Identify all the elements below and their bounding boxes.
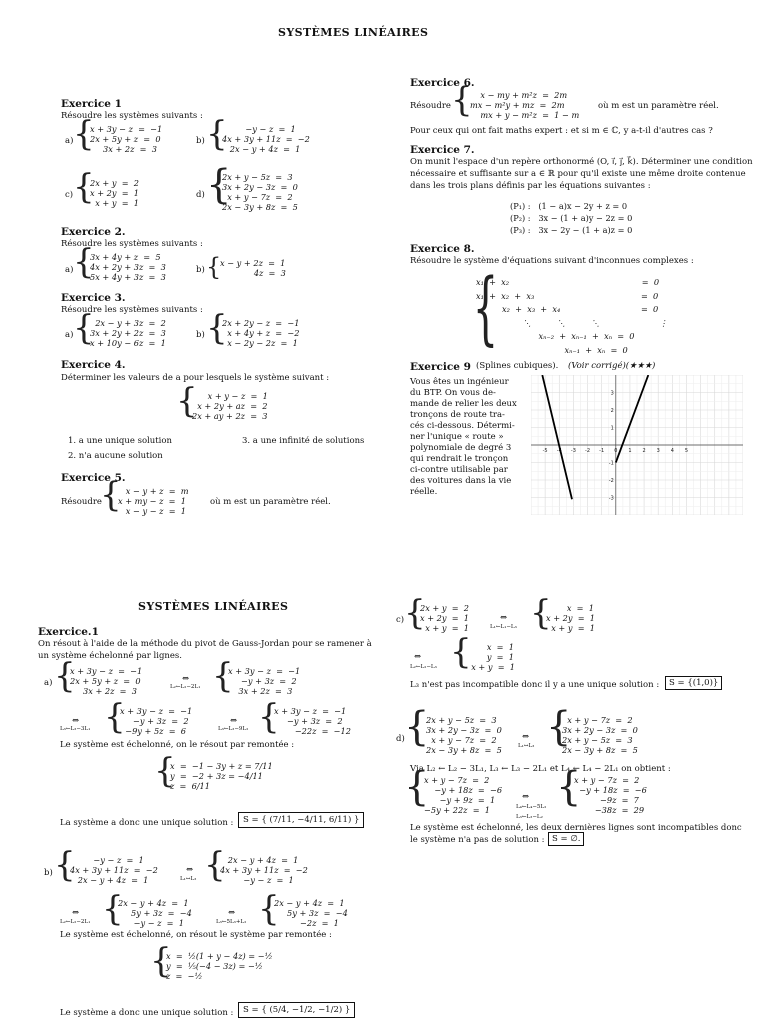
ex5-pre: Résoudre [61,497,102,507]
sol-a-op-2: L₃←L₃−3L₁ [60,726,91,732]
brace: { [54,656,76,696]
sol-a-op-1: L₂←L₂−2L₁ [170,684,201,690]
ex4-option-2: 2. n'a aucune solution [68,451,163,461]
sol-c-step-2: x = 1 x + 2y = 1 x + y = 1 [546,603,595,633]
y-tick-label: -1 [608,460,614,467]
ex1-b-label: b) [196,136,205,146]
x-tick-label: 0 [614,448,618,454]
sol-d-text-2: le système n'a pas de solution : [410,835,545,845]
ex1-c-system: 2x + y = 2 x + 2y = 1 x + y = 1 [90,178,139,208]
ex9-line: ci-contre utilisable par [410,465,508,475]
sol-b-solution: x = ½(1 + y − 4z) = −½ y = ⅕(−4 − 3z) = −½ z = −½ [166,951,273,981]
brace: { [73,308,95,348]
equiv-icon: ⇔ [522,732,530,742]
sol-c-conclusion: L₃ n'est pas incompatible donc il y a une unique solution : [410,680,660,690]
ex9-note: (Voir corrigé)(★★★) [568,361,656,371]
sol-b-conclusion: Le système a donc une unique solution : [60,1008,234,1018]
ex1-a-system: x + 3y − z = −1 2x + 5y + z = 0 3x + 2z = 3 [90,124,163,154]
brace: { [204,845,226,885]
sol-b-step-3: 2x − y + 4z = 1 5y + 3z = −4 −y − z = 1 [118,898,192,928]
solutions-intro-1: On résout à l'aide de la méthode du pivot de Gauss-Jordan pour se ramener à [38,639,372,649]
ex3-a-label: a) [65,330,74,340]
brace: { [404,593,426,633]
sol-b-op-3: L₃←5L₃+L₂ [216,919,247,925]
sol-a-text: Le système est échelonné, on le résout par remontée : [60,740,295,750]
sol-d-step-1: 2x + y − 5z = 3 3x + 2y − 3z = 0 x + y − 7z = 2 2x − 3y + 8z = 5 [426,715,502,755]
x-tick-label: 4 [670,448,674,454]
brace: { [206,162,232,208]
x-tick-label: -5 [542,448,548,454]
equiv-icon: ⇔ [522,792,530,802]
ex5-heading: Exercice 5. [61,472,126,484]
brace: { [530,593,552,633]
brace: { [450,632,472,672]
sol-d-via: Via L₂ ← L₂ − 3L₁, L₃ ← L₃ − 2L₁ et L₄ ← L₄ − 2L₁ on obtient : [410,764,671,774]
ex9-line: du BTP. On vous de- [410,388,496,398]
x-tick-label: 3 [656,448,660,454]
equiv-icon: ⇔ [72,908,80,918]
page-title: SYSTÈMES LINÉAIRES [278,26,429,39]
ex1-c-label: c) [65,190,74,200]
ex1-b-system: −y − z = 1 4x + 3y + 11z = −2 2x − y + 4z = 1 [222,124,310,154]
sol-b-label: b) [44,868,53,878]
sol-a-step-4: x + 3y − z = −1 −y + 3z = 2 −22z = −12 [274,706,351,736]
brace: { [100,475,122,515]
ex9-line: réelle. [410,487,438,497]
ex2-a-system: 3x + 4y + z = 5 4x + 2y + 3z = 3 5x + 4y + 3z = 3 [90,252,166,282]
sol-a-op-3: L₃←L₃−9L₂ [218,726,249,732]
equiv-icon: ⇔ [182,674,190,684]
equiv-icon: ⇔ [414,652,422,662]
sol-a-label: a) [44,678,53,688]
ex1-heading: Exercice 1 [61,98,122,110]
ex9-line: cés ci-dessous. Détermi- [410,421,515,431]
sol-a-answer-box: S = { (7/11, −4/11, 6/11) } [238,812,364,828]
brace: { [451,80,473,120]
brace: { [206,308,228,348]
brace: { [73,242,95,282]
sol-d-step-2: x + y − 7z = 2 3x + 2y − 3z = 0 2x + y − 5z = 3 2x − 3y + 8z = 5 [562,715,638,755]
ex2-b-label: b) [196,265,205,275]
sol-c-step-3: x = 1 y = 1 x + y = 1 [471,642,515,672]
ex2-b-system: x − y + 2z = 1 4z = 3 [220,258,286,278]
sol-c-step-1: 2x + y = 2 x + 2y = 1 x + y = 1 [420,603,469,633]
ex2-heading: Exercice 2. [61,226,126,238]
sol-c-answer-box: S = {(1,0)} [665,676,722,690]
equiv-icon: ⇔ [186,865,194,875]
brace: { [73,167,95,207]
sol-a-solution: x = −1 − 3y + z = 7/11 y = −2 + 3z = −4/11 z = 6/11 [170,761,273,791]
sol-d-label: d) [396,734,405,744]
brace: { [54,845,76,885]
brace: { [150,941,172,981]
brace: { [206,114,228,154]
ex4-system: x + y − z = 1 x + 2y + az = 2 2x + ay + 2z = 3 [192,391,268,421]
sol-a-step-3: x + 3y − z = −1 −y + 3z = 2 −9y + 5z = 6 [120,706,193,736]
ex9-line: polynomiale de degré 3 [410,443,512,453]
ex4-intro: Déterminer les valeurs de a pour lesquels le système suivant : [61,373,330,383]
ex1-a-label: a) [65,136,74,146]
equiv-icon: ⇔ [228,908,236,918]
sol-a-step-2: x + 3y − z = −1 −y + 3z = 2 3x + 2z = 3 [228,666,301,696]
sol-b-step-4: 2x − y + 4z = 1 5y + 3z = −4 −2z = 1 [274,898,348,928]
ex7-heading: Exercice 7. [410,144,475,156]
brace: { [154,751,176,791]
ex4-heading: Exercice 4. [61,359,126,371]
ex7-plane-1: (P₁) : (1 − a)x − 2y + z = 0 [510,201,628,211]
x-tick-label: -1 [599,448,605,454]
brace: { [73,114,95,154]
ex9-text [410,377,517,498]
y-tick-label: 1 [610,425,614,432]
ex9-heading: Exercice 9 [410,361,471,373]
sol-b-step-2: 2x − y + 4z = 1 4x + 3y + 11z = −2 −y − z = 1 [220,855,308,885]
equiv-icon: ⇔ [72,716,80,726]
ex4-option-3: 3. a une infinité de solutions [242,436,365,446]
brace: { [404,764,430,810]
sol-d-step-3: x + y − 7z = 2 −y + 18z = −6 −y + 9z = 1 −5y + 22z = 1 [424,775,503,815]
brace: { [102,889,124,929]
ex7-line-3: dans les trois plans définis par les équations suivantes : [410,181,651,191]
sol-a-step-1: x + 3y − z = −1 2x + 5y + z = 0 3x + 2z = 3 [70,666,143,696]
sol-b-step-1: −y − z = 1 4x + 3y + 11z = −2 2x − y + 4z = 1 [70,855,158,885]
brace: { [206,253,222,281]
y-tick-label: -3 [608,495,614,502]
ex9-line: Vous êtes un ingénieur [410,377,509,387]
ex1-d-system: 2x + y − 5z = 3 3x + 2y − 3z = 0 x + y − 7z = 2 2x − 3y + 8z = 5 [222,172,298,212]
brace: { [212,656,234,696]
sol-d-answer-box: S = ∅. [548,832,584,846]
solution-sheet [0,512,768,1024]
ex9-line: des voitures dans la vie [410,476,512,486]
y-tick-label: -2 [608,478,614,484]
ex3-heading: Exercice 3. [61,292,126,304]
ex8-heading: Exercice 8. [410,243,475,255]
ex6-extra: Pour ceux qui ont fait maths expert : et si m ∈ ℂ, y a-t-il d'autres cas ? [410,126,713,136]
sol-b-op-1: L₁↔L₃ [180,876,197,882]
equiv-icon: ⇔ [500,613,508,623]
ex3-b-label: b) [196,330,205,340]
sol-d-op-2: L₄←L₄−5L₂ L₃←L₃−L₂ [516,804,547,820]
x-tick-label: -3 [570,448,576,454]
spline-graph [531,375,743,515]
x-tick-label: -2 [585,448,591,454]
brace: { [258,697,280,737]
sol-a-conclusion: La système a donc une unique solution : [60,818,234,828]
brace: { [104,697,126,737]
ex3-b-system: 2x + 2y − z = −1 x + 4y + z = −2 x − 2y − 2z = 1 [222,318,300,348]
brace: { [176,381,198,421]
ex8-intro: Résoudre le système d'équations suivant d'inconnues complexes : [410,256,694,266]
x-tick-label: -4 [556,448,562,454]
sol-c-label: c) [396,615,405,625]
equiv-icon: ⇔ [230,716,238,726]
sol-c-op-1: L₁←L₁−L₃ [490,624,517,630]
ex7-plane-2: (P₂) : 3x − (1 + a)y − 2z = 0 [510,213,633,223]
ex7-line-1: On munit l'espace d'un repère orthonormé (O, i⃗, j⃗, k⃗). Déterminer une condition [410,157,753,167]
ex9-line: qui rendrait le tronçon [410,454,509,464]
ex6-pre: Résoudre [410,101,451,111]
brace: { [472,261,499,354]
solutions-title: SYSTÈMES LINÉAIRES [138,600,289,613]
ex5-system: x − y + z = m x + my − z = 1 x − y − z = 1 [118,486,189,516]
ex9-line: ner l'unique « route » [410,432,504,442]
y-tick-label: 2 [610,408,614,414]
ex5-post: où m est un paramètre réel. [210,497,331,507]
solutions-heading: Exercice.1 [38,626,99,638]
ex7-plane-3: (P₃) : 3x − 2y − (1 + a)z = 0 [510,225,633,235]
sol-b-op-2: L₂←L₂−2L₁ [60,919,91,925]
ex6-heading: Exercice 6. [410,77,475,89]
sol-d-step-4: x + y − 7z = 2 −y + 18z = −6 −9z = 7 −38z = 29 [574,775,647,815]
ex8-system: x₁ + x₂ = 0 x₁ + x₂ + x₃ = 0 x₂ + x₃ + x₄ = 0 ⋱ ⋱ ⋱ ⋮ xₙ₋₂ + xₙ₋₁ + xₙ = 0 xₙ₋₁ + xₙ = 0 [476,277,668,355]
brace: { [556,764,582,810]
road-segment-1 [542,375,572,499]
ex6-post: où m est un paramètre réel. [598,101,719,111]
x-tick-label: 5 [684,448,689,454]
ex9-line: mande de relier les deux [410,399,517,409]
brace: { [404,704,430,750]
sol-b-text: Le système est échelonné, on résout le système par remontée : [60,930,332,940]
ex1-intro: Résoudre les systèmes suivants : [61,111,203,121]
sol-b-answer-box: S = { (5/4, −1/2, −1/2) } [238,1002,355,1018]
ex1-d-label: d) [196,190,205,200]
solutions-intro-2: un système échelonné par lignes. [38,651,182,661]
ex9-line: tronçons de route tra- [410,410,505,420]
ex2-a-label: a) [65,265,74,275]
ex9-subtitle: (Splines cubiques). [476,361,559,371]
ex3-a-system: 2x − y + 3z = 2 3x + 2y + 2z = 3 x + 10y − 6z = 1 [90,318,166,348]
ex7-line-2: nécessaire et suffisante sur a ∈ ℝ pour qu'il existe une même droite contenue [410,169,746,179]
y-tick-label: 3 [610,390,614,397]
x-tick-label: 2 [642,448,646,454]
ex3-intro: Résoudre les systèmes suivants : [61,305,203,315]
brace: { [546,704,572,750]
ex6-system: x − my + m²z = 2m mx − m²y + mz = 2m mx + y − m²z = 1 − m [470,90,580,120]
sol-d-text-1: Le système est échelonné, les deux dernières lignes sont incompatibles donc [410,823,742,833]
sol-d-op-1: L₁↔L₃ [518,743,535,749]
sol-c-op-2: L₂←L₂−L₃ [410,664,437,670]
x-tick-label: 1 [628,448,632,454]
ex4-option-1: 1. a une unique solution [68,436,172,446]
brace: { [258,889,280,929]
ex2-intro: Résoudre les systèmes suivants : [61,239,203,249]
